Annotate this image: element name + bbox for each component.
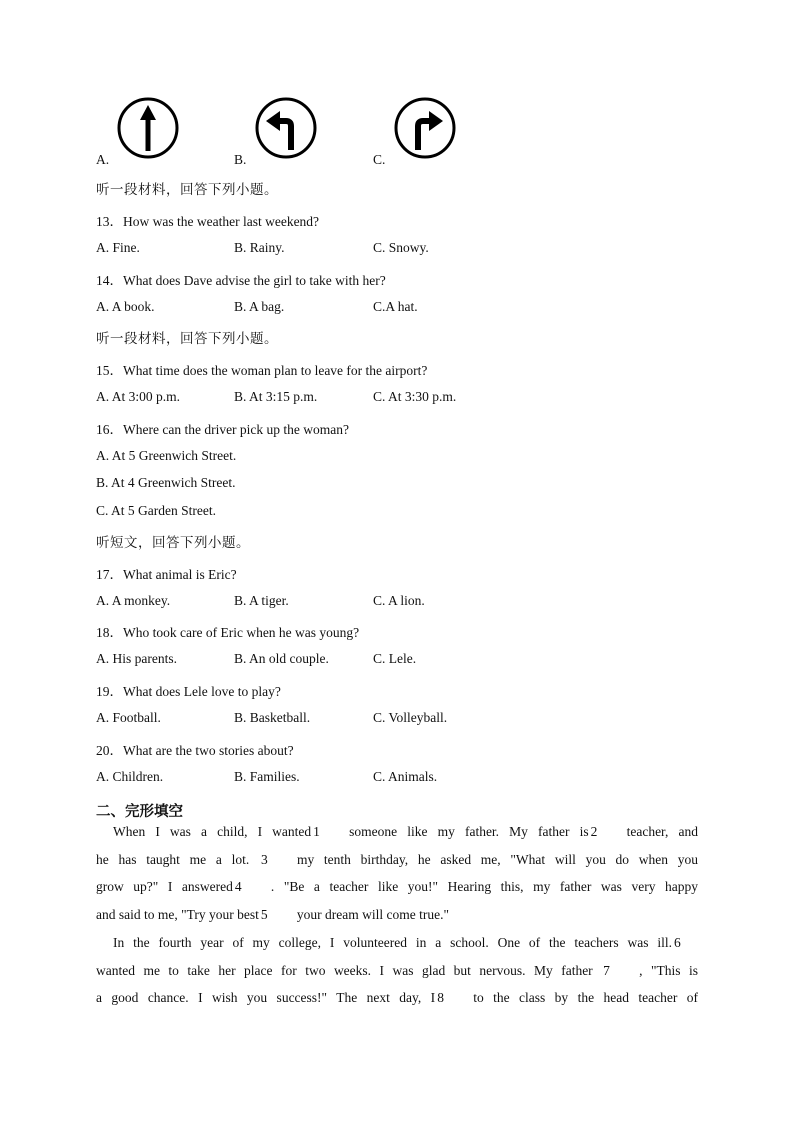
q17-option-a: A. A monkey. xyxy=(96,593,171,608)
q14-option-c: C.A hat. xyxy=(373,299,418,314)
question-17-stem: 17．What animal is Eric? xyxy=(96,567,237,582)
cloze-p2-line-1: In the fourth year of my college, I volunteered in a school. One of the teachers was ill. 6 xyxy=(96,929,698,957)
section-2-title: 二、完形填空 xyxy=(96,804,183,820)
q16-option-b: B. At 4 Greenwich Street. xyxy=(96,475,236,490)
cloze-p1-line-4: and said to me, "Try your best 5 your dream will come true." xyxy=(96,901,698,929)
q19-option-a: A. Football. xyxy=(96,710,161,725)
cloze-p1-line-3: grow up?" I answered 4 . "Be a teacher like you!" Hearing this, my father was very happy xyxy=(96,873,698,901)
q13-option-c: C. Snowy. xyxy=(373,240,429,255)
q16-option-a: A. At 5 Greenwich Street. xyxy=(96,448,237,463)
arrow-up-sign-icon xyxy=(116,96,180,160)
q14-option-a: A. A book. xyxy=(96,299,155,314)
question-15-stem: 15．What time does the woman plan to leave for the airport? xyxy=(96,363,428,378)
option-c-label: C. xyxy=(373,152,386,167)
blank-7[interactable]: 7 xyxy=(603,962,610,978)
turn-right-sign-icon xyxy=(393,96,457,160)
q19-option-b: B. Basketball. xyxy=(234,710,311,725)
cloze-p2-line-2: wanted me to take her place for two weeks. I was glad but nervous. My father 7 , "This is xyxy=(96,957,698,985)
q18-option-c: C. Lele. xyxy=(373,651,417,666)
option-b-label: B. xyxy=(234,152,247,167)
blank-5[interactable]: 5 xyxy=(260,907,268,923)
q20-option-a: A. Children. xyxy=(96,769,164,784)
q19-option-c: C. Volleyball. xyxy=(373,710,448,725)
q17-option-b: B. A tiger. xyxy=(234,593,289,608)
q15-option-b: B. At 3:15 p.m. xyxy=(234,389,318,404)
cloze-p1-line-1: When I was a child, I wanted 1 someone like my father. My father is 2 teacher, and xyxy=(96,818,698,846)
q20-option-b: B. Families. xyxy=(234,769,300,784)
blank-4[interactable]: 4 xyxy=(234,879,242,895)
question-20-stem: 20．What are the two stories about? xyxy=(96,743,294,758)
cloze-p1-line-2: he has taught me a lot. 3 my tenth birthday, he asked me, "What will you do when you xyxy=(96,846,698,874)
q13-option-a: A. Fine. xyxy=(96,240,140,255)
question-19-stem: 19．What does Lele love to play? xyxy=(96,684,281,699)
blank-8[interactable]: 8 xyxy=(437,990,444,1006)
q15-option-c: C. At 3:30 p.m. xyxy=(373,389,457,404)
option-a-label: A. xyxy=(96,152,110,167)
blank-2[interactable]: 2 xyxy=(590,824,598,839)
q17-option-c: C. A lion. xyxy=(373,593,425,608)
listen-instruction-2: 听一段材料，回答下列小题。 xyxy=(96,331,278,347)
q20-option-c: C. Animals. xyxy=(373,769,438,784)
blank-3[interactable]: 3 xyxy=(260,851,268,867)
q18-option-a: A. His parents. xyxy=(96,651,177,666)
q18-option-b: B. An old couple. xyxy=(234,651,329,666)
sign-options xyxy=(96,96,696,171)
q15-option-a: A. At 3:00 p.m. xyxy=(96,389,181,404)
q14-option-b: B. A bag. xyxy=(234,299,285,314)
listen-instruction-1: 听一段材料，回答下列小题。 xyxy=(96,182,278,198)
turn-left-sign-icon xyxy=(254,96,318,160)
cloze-p2-line-3: a good chance. I wish you success!" The next day, I 8 to the class by the head teacher of xyxy=(96,984,698,1012)
question-14-stem: 14．What does Dave advise the girl to take with her? xyxy=(96,273,386,288)
q16-option-c: C. At 5 Garden Street. xyxy=(96,503,216,518)
cloze-paragraph-2 xyxy=(96,929,698,1012)
blank-6[interactable]: 6 xyxy=(674,935,681,950)
listen-instruction-3: 听短文，回答下列小题。 xyxy=(96,535,250,551)
question-13-stem: 13．How was the weather last weekend? xyxy=(96,214,320,229)
cloze-paragraph-1 xyxy=(96,818,698,929)
question-16-stem: 16．Where can the driver pick up the woman? xyxy=(96,422,350,437)
blank-1[interactable]: 1 xyxy=(313,824,320,839)
q13-option-b: B. Rainy. xyxy=(234,240,285,255)
question-18-stem: 18．Who took care of Eric when he was young? xyxy=(96,625,360,640)
